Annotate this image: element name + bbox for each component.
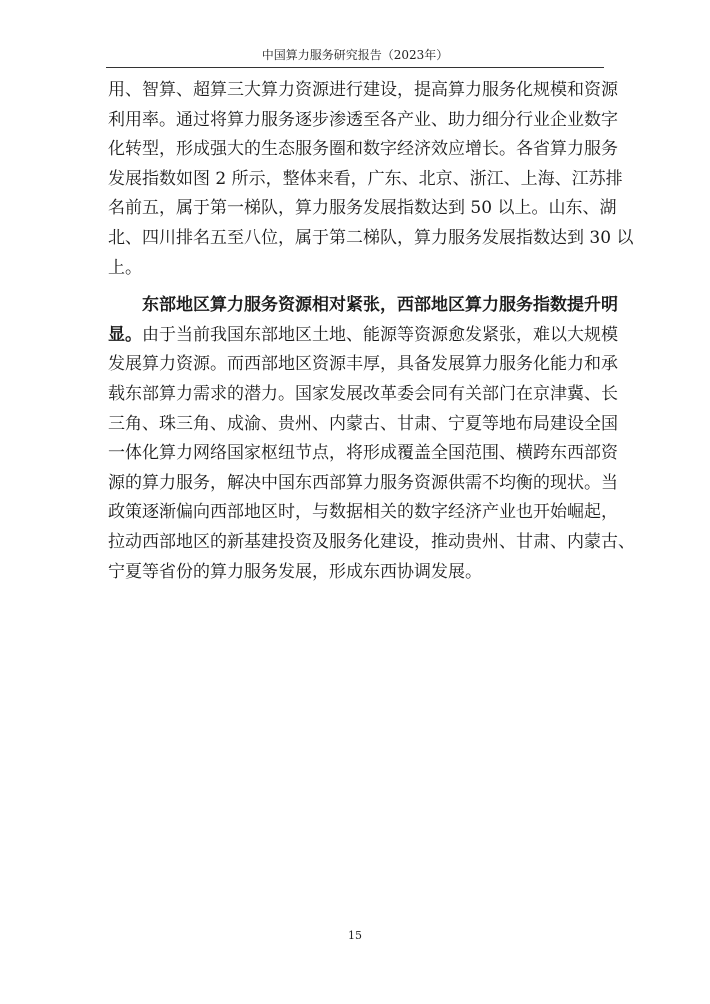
section-heading-end: 显。 <box>108 324 142 345</box>
text-line: 拉动西部地区的新基建投资及服务化建设，推动贵州、甘肃、内蒙古、 <box>108 531 635 552</box>
text-line: 政策逐渐偏向西部地区时，与数据相关的数字经济产业也开始崛起， <box>108 502 618 523</box>
paragraph-2 <box>108 291 635 587</box>
text-line: 发展指数如图 2 所示，整体来看，广东、北京、浙江、上海、江苏排 <box>108 168 623 189</box>
text-line: 宁夏等省份的算力服务发展，形成东西协调发展。 <box>108 561 482 582</box>
text-line: 利用率。通过将算力服务逐步渗透至各产业、助力细分行业企业数字 <box>108 109 618 130</box>
text-line: 上。 <box>108 257 142 278</box>
text-span: 由于当前我国东部地区土地、能源等资源愈发紧张，难以大规模 <box>142 324 618 345</box>
text-line: 发展算力资源。而西部地区资源丰厚，具备发展算力服务化能力和承 <box>108 354 618 375</box>
section-heading: 东部地区算力服务资源相对紧张，西部地区算力服务指数提升明 <box>142 295 618 316</box>
text-line: 源的算力服务，解决中国东西部算力服务资源供需不均衡的现状。当 <box>108 472 618 493</box>
text-line: 北、四川排名五至八位，属于第二梯队，算力服务发展指数达到 30 以 <box>108 227 634 248</box>
page-number: 15 <box>348 929 362 942</box>
running-header: 中国算力服务研究报告（2023年） <box>261 48 449 62</box>
text-line <box>108 321 618 351</box>
text-line: 三角、珠三角、成渝、贵州、内蒙古、甘肃、宁夏等地布局建设全国 <box>108 413 618 434</box>
paragraph-1 <box>108 76 634 283</box>
text-line: 名前五，属于第一梯队，算力服务发展指数达到 50 以上。山东、湖 <box>108 198 617 219</box>
text-line: 一体化算力网络国家枢纽节点，将形成覆盖全国范围、横跨东西部资 <box>108 443 618 464</box>
header-divider <box>106 67 604 68</box>
text-line: 载东部算力需求的潜力。国家发展改革委会同有关部门在京津冀、长 <box>108 383 618 404</box>
text-line: 化转型，形成强大的生态服务圈和数字经济效应增长。各省算力服务 <box>108 139 618 160</box>
body-text <box>108 76 635 587</box>
text-line: 用、智算、超算三大算力资源进行建设，提高算力服务化规模和资源 <box>108 80 618 100</box>
